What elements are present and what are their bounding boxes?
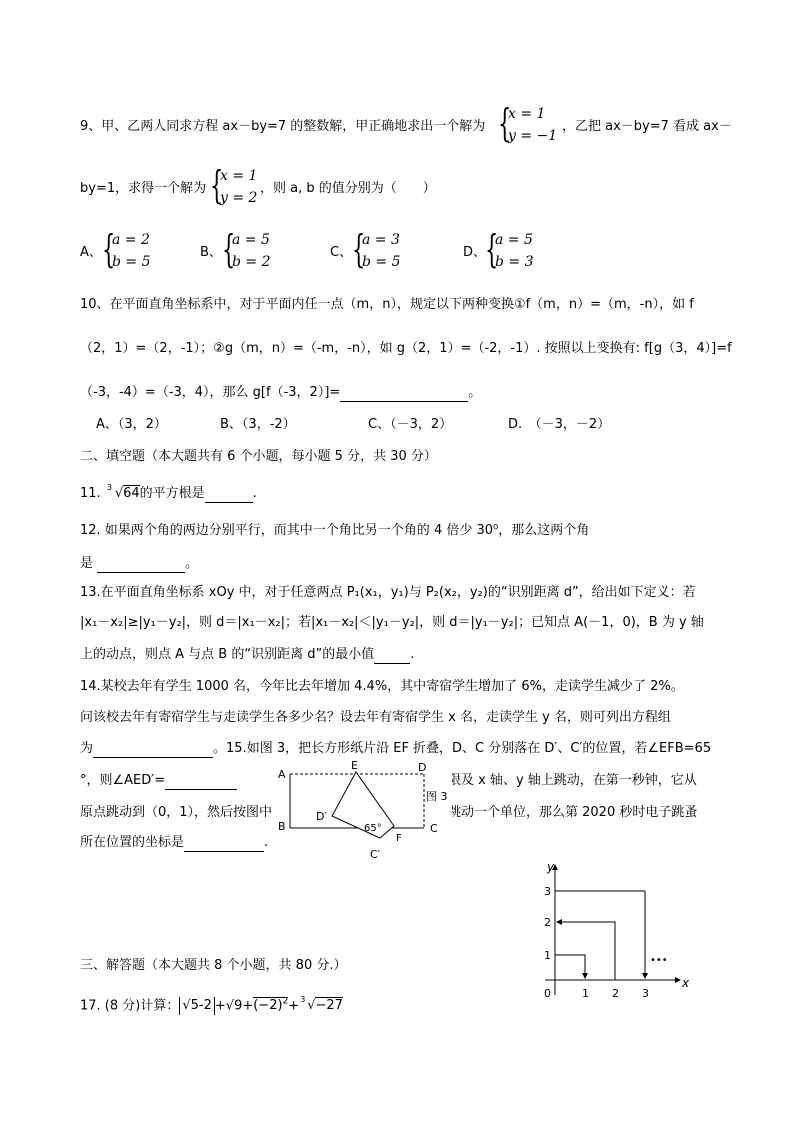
q16-line1-tail: 一象限及 x 轴、y 轴上跳动，在第一秒钟，它从 — [422, 773, 697, 788]
q9-line2 — [80, 180, 206, 198]
q15-intro: 。15.如图 3，把长方形纸片沿 EF 折叠，D、C 分别落在 D′、C′的位置，若∠EFB=65 — [213, 741, 712, 756]
fig-label-f: F — [396, 833, 402, 844]
fig-label-dprime: D′ — [316, 810, 327, 823]
fig-label-b: B — [278, 820, 286, 833]
q9-text-1: 9、甲、乙两人同求方程 ax－by=7 的整数解，甲正确地求出一个解为 — [80, 119, 486, 134]
x-tick-3: 3 — [642, 987, 649, 1000]
q10-line3 — [80, 384, 481, 402]
q17-term2: +√9+ — [214, 998, 254, 1014]
fig-label-c: C — [430, 822, 438, 835]
q11-end: . — [252, 486, 257, 501]
q16-answer-blank[interactable] — [184, 837, 264, 852]
q16-line3 — [80, 834, 268, 852]
flea-path-3 — [555, 891, 645, 978]
flea-graph — [530, 855, 690, 1005]
q10-line2: （2，1）=（2，-1）；②g（m，n）=（-m，-n），如 g（2，1）=（-2，-1）. 按照以上变换有: f[g（3，4）]=f — [80, 341, 732, 356]
q9-option-b-label: B、 — [200, 245, 222, 260]
q9-option-c-row2: b = 5 — [362, 254, 401, 270]
continuation-dots: ••• — [650, 955, 668, 966]
q12-line2-end: 。 — [185, 556, 199, 571]
q14-line2: 问该校去年有寄宿学生与走读学生各多少名？设去年有寄宿学生 x 名，走读学生 y 名，则可列出方程组 — [80, 710, 671, 725]
q11-cuberoot — [105, 485, 140, 503]
q9-line2b — [260, 180, 436, 198]
q10-option-a[interactable]: A、（3，2） — [96, 417, 167, 432]
y-tick-2: 2 — [544, 916, 551, 929]
q9-system-yi: { x = 1 y = 2 — [210, 163, 258, 207]
q10-answer-blank[interactable] — [340, 387, 468, 402]
q15-answer-blank[interactable] — [165, 775, 237, 790]
flea-path-1 — [555, 955, 585, 978]
q16-line2-text: 原点跳动到（0，1），然后按图中 — [80, 805, 273, 820]
q9-text-4: ，则 a, b 的值分别为（ ） — [260, 181, 436, 196]
q9-text-3: by=1，求得一个解为 — [80, 181, 207, 196]
flea-path-2 — [557, 922, 615, 980]
q11-answer-blank[interactable] — [205, 488, 253, 503]
y-tick-1: 1 — [544, 949, 551, 962]
x-tick-2: 2 — [612, 987, 619, 1000]
q9-option-d-row1: a = 5 — [495, 232, 533, 248]
q9-option-b[interactable]: B、 { a = 5 b = 2 — [200, 227, 271, 271]
q11-line — [80, 485, 257, 503]
q13-line3-text: 上的动点，则点 A 与点 B 的“识别距离 d”的最小值 — [80, 647, 375, 662]
q16-line3-text: 所在位置的坐标是 — [80, 835, 185, 850]
q17-root-index: 3 — [300, 995, 306, 1005]
q10-option-b[interactable]: B、（3，-2） — [220, 417, 296, 432]
q9-option-c[interactable]: C、 { a = 3 b = 5 — [330, 227, 401, 271]
q9-option-c-label: C、 — [330, 245, 353, 260]
q12-line2 — [80, 555, 198, 573]
q10-option-d[interactable]: D. （－3，－2） — [508, 417, 611, 432]
q16-line2 — [80, 804, 272, 822]
q9-option-d[interactable]: D、 { a = 5 b = 3 — [463, 227, 534, 271]
q9-text-2: ，乙把 ax－by=7 看成 ax－ — [562, 119, 732, 134]
q12-line1: 12. 如果两个角的两边分别平行，而其中一个角比另一个角的 4 倍少 30⁰，那么这两个角 — [80, 523, 590, 538]
q9-option-d-label: D、 — [463, 245, 487, 260]
q9-option-d-row2: b = 3 — [495, 254, 534, 270]
q17-plus: + — [288, 998, 300, 1014]
q13-line3-end: . — [410, 647, 415, 662]
fig-angle-label: 65° — [364, 823, 382, 834]
q17-line — [80, 993, 343, 1015]
q9-s1-row1: x = 1 — [508, 106, 546, 122]
q11-radical: √ — [114, 486, 124, 501]
q9-option-a-row1: a = 2 — [112, 232, 150, 248]
q10-option-c[interactable]: C、（－3，2） — [368, 417, 453, 432]
q17-term1: √5-2 — [182, 998, 212, 1014]
fold-figure — [272, 758, 452, 866]
fig-label-a: A — [278, 768, 286, 781]
q16-line3-end: . — [264, 835, 269, 850]
q9-option-b-row2: b = 2 — [232, 254, 271, 270]
q17-term3-exp: 2 — [282, 997, 289, 1007]
q11-prefix: 11. — [80, 486, 105, 501]
q9-option-a-label: A、 — [80, 245, 102, 260]
q9-option-c-row1: a = 3 — [362, 232, 400, 248]
section2-heading: 二、填空题（本大题共有 6 个小题，每小题 5 分，共 30 分） — [80, 449, 437, 464]
q14-line3-text: 为 — [80, 741, 94, 756]
q15-line2-text: °，则∠AED′= — [80, 773, 166, 788]
y-axis-label: y — [547, 860, 555, 874]
q12-line2-text: 是 — [80, 556, 98, 571]
q10-line1: 10、在平面直角坐标系中，对于平面内任一点（m，n），规定以下两种变换①f（m，n）=（m，-n），如 f — [80, 297, 694, 312]
q14-line3 — [80, 740, 711, 758]
q11-root-index: 3 — [106, 483, 112, 492]
section3-heading: 三、解答题（本大题共 8 个小题，共 80 分.） — [80, 958, 347, 973]
q12-answer-blank[interactable] — [97, 558, 185, 573]
q17-term4: 3 √−27 — [299, 997, 343, 1015]
q14-line1: 14.某校去年有学生 1000 名，今年比去年增加 4.4%，其中寄宿学生增加了 6%，走读学生减少了 2%。 — [80, 679, 684, 694]
q13-line1: 13.在平面直角坐标系 xOy 中，对于任意两点 P₁(x₁，y₁)与 P₂(x₂，y₂)的“识别距离 d”，给出如下定义：若 — [80, 585, 696, 600]
q13-line3 — [80, 646, 414, 664]
q9-s1-row2: y = −1 — [508, 128, 558, 144]
x-axis-label: x — [682, 976, 690, 990]
q17-term3 — [253, 997, 288, 1013]
fig-label-cprime: C′ — [370, 848, 381, 861]
q9-line1 — [80, 118, 485, 136]
fig-label-d: D — [418, 761, 427, 774]
q16-line2-tail: 对称跳动一个单位，那么第 2020 秒时电子跳蚤 — [422, 805, 698, 820]
y-tick-3: 3 — [544, 885, 551, 898]
q13-answer-blank[interactable] — [374, 649, 410, 664]
origin-label: 0 — [544, 987, 551, 1000]
q14-answer-blank[interactable] — [93, 743, 213, 758]
fig-caption: 图 3 — [426, 790, 448, 803]
q13-line2: |x₁－x₂|≥|y₁－y₂|，则 d＝|x₁－x₂|；若|x₁－x₂|＜|y₁－y₂|，则 d＝|y₁－y₂|；已知点 A(－1，0)，B 为 y 轴 — [80, 615, 704, 630]
q10-line3-text: （-3，-4）=（-3，4），那么 g[f（-3，2）]= — [80, 385, 341, 400]
q17-radicand: −27 — [315, 998, 343, 1014]
q9-system-jia: { x = 1 y = −1 — [498, 101, 558, 145]
q17-prefix: 17. (8 分)计算： — [80, 998, 180, 1014]
fig-label-e: E — [351, 759, 358, 772]
q17-term3-base: (−2) — [253, 998, 283, 1014]
q10-line3-end: 。 — [468, 385, 482, 400]
q17-abs — [179, 997, 215, 1015]
q11-radicand: 64 — [123, 486, 140, 501]
q9-s2-row2: y = 2 — [220, 190, 258, 206]
q9-line1b — [562, 118, 732, 136]
q9-s2-row1: x = 1 — [220, 168, 258, 184]
q9-option-a-row2: b = 5 — [112, 254, 151, 270]
q11-suffix: 的平方根是 — [139, 486, 205, 501]
q15-line2 — [80, 772, 237, 790]
q9-option-b-row1: a = 5 — [232, 232, 270, 248]
q9-option-a[interactable]: A、 { a = 2 b = 5 — [80, 227, 151, 271]
x-tick-1: 1 — [582, 987, 589, 1000]
